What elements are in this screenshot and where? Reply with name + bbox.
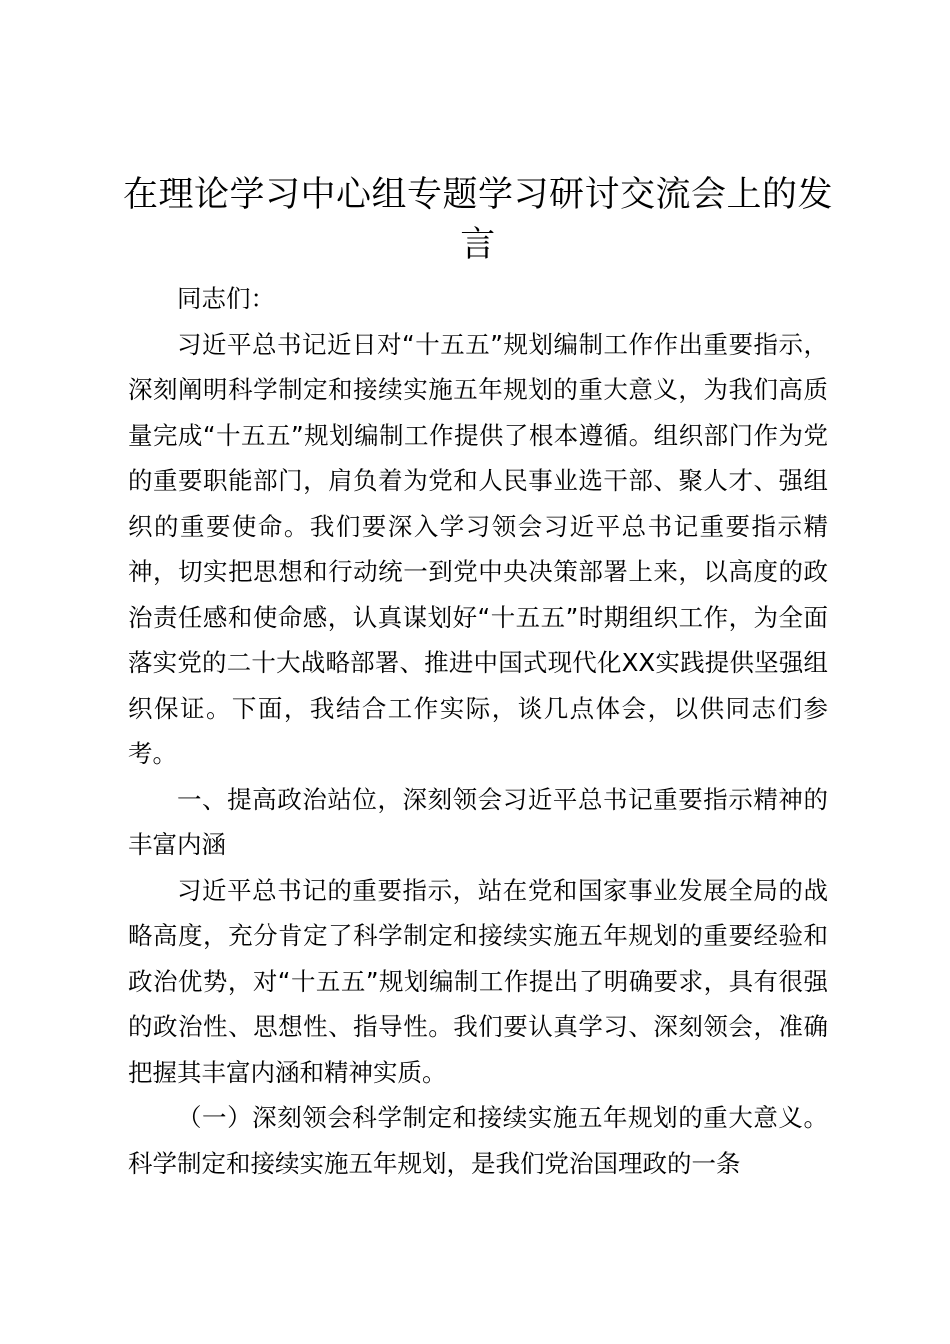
body-paragraph: 习近平总书记的重要指示，站在党和国家事业发展全局的战略高度，充分肯定了科学制定和接续实施五年规划的重要经验和政治优势，对“十五五”规划编制工作提出了明确要求，具有很强的政治性、思想性、指导性。我们要认真学习、深刻领会，准确把握其丰富内涵和精神实质。 <box>128 875 828 1087</box>
section-heading: 一、提高政治站位，深刻领会习近平总书记重要指示精神的丰富内涵 <box>128 784 828 859</box>
document-body <box>128 276 828 1186</box>
body-paragraph: 习近平总书记近日对“十五五”规划编制工作作出重要指示，深刻阐明科学制定和接续实施五年规划的重大意义，为我们高质量完成“十五五”规划编制工作提供了根本遵循。组织部门作为党的重要职能部门，肩负着为党和人民事业选干部、聚人才、强组织的重要使命。我们要深入学习领会习近平总书记重要指示精神，切实把思想和行动统一到党中央决策部署上来，以高度的政治责任感和使命感，认真谋划好“十五五”时期组织工作，为全面落实党的二十大战略部署、推进中国式现代化XX实践提供坚强组织保证。下面，我结合工作实际，谈几点体会，以供同志们参考。 <box>128 329 828 768</box>
document-title: 在理论学习中心组专题学习研讨交流会上的发言 <box>122 175 833 265</box>
subsection-paragraph: （一）深刻领会科学制定和接续实施五年规划的重大意义。科学制定和接续实施五年规划，是我们党治国理政的一条 <box>128 1103 828 1178</box>
salutation: 同志们： <box>177 284 275 313</box>
